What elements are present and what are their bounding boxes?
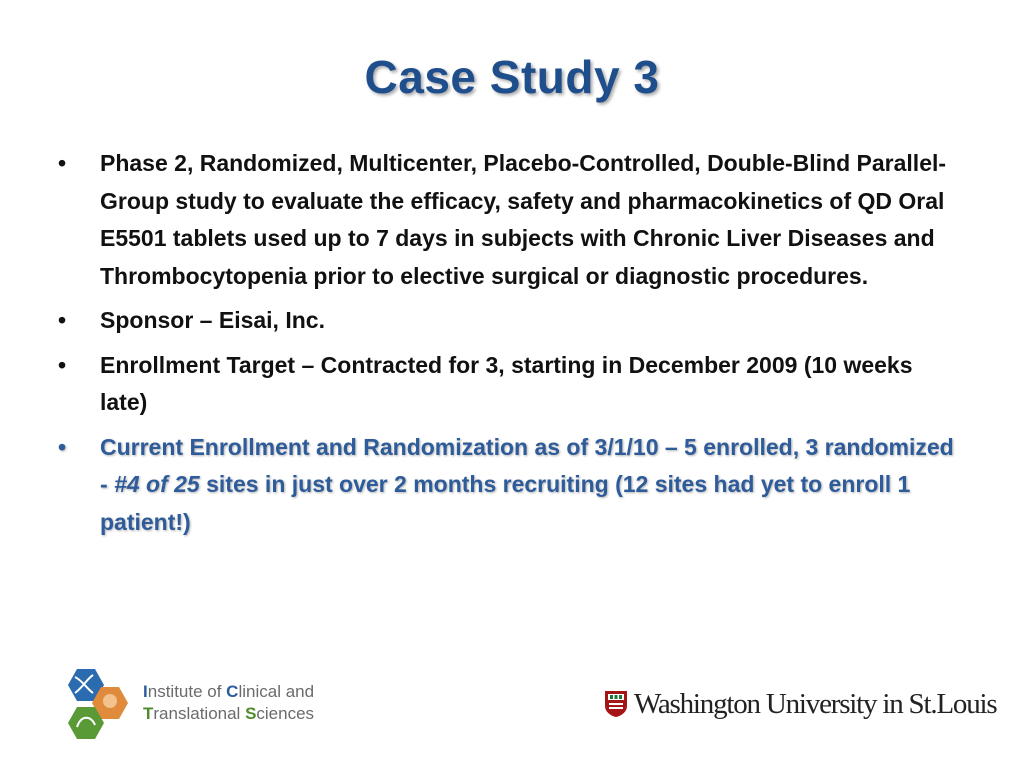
wustl-logo (604, 688, 997, 728)
slide-title: Case Study 3 (364, 51, 660, 103)
bullet-text: Phase 2, Randomized, Multicenter, Placebo-Controlled, Double-Blind Parallel-Group study to evaluate the efficacy, safety and pharmacokinetics of QD Oral E5501 tablets used up to 7 days in subjects with Chronic Liver Diseases and Thrombocytopenia prior to elective surgical or diagnostic procedures. (100, 150, 947, 289)
bullet-text-before: Current Enrollment and Randomization as of 3/1/10 – 5 enrolled, 3 randomized - (100, 433, 954, 497)
bullet-list (58, 145, 958, 548)
bullet-item-highlight (58, 429, 958, 542)
ictms-logo (55, 665, 355, 745)
bullet-item (58, 302, 958, 340)
ictms-line-1: Institute of Clinical and (143, 682, 315, 701)
bullet-dot: • (58, 351, 67, 378)
bullet-text: Enrollment Target – Contracted for 3, starting in December 2009 (10 weeks late) (100, 351, 913, 415)
bullet-dot: • (58, 307, 67, 333)
bullet-text-after: sites in just over 2 months recruiting (12 sites had yet to enroll 1 patient!) (100, 471, 911, 535)
bullet-text: Sponsor – Eisai, Inc. (100, 307, 325, 333)
bullet-dot: • (58, 433, 67, 460)
ictms-hexagon-icon (55, 665, 135, 745)
wustl-shield-icon (604, 690, 628, 718)
bullet-text-emphasis: #4 of 25 (114, 471, 200, 497)
wustl-name: Washington University in St.Louis (634, 688, 997, 720)
bullet-item (58, 145, 958, 295)
bullet-dot: • (58, 150, 67, 176)
ictms-line-2: Translational Sciences (143, 704, 315, 723)
bullet-item (58, 347, 958, 422)
ictms-name (143, 681, 314, 725)
